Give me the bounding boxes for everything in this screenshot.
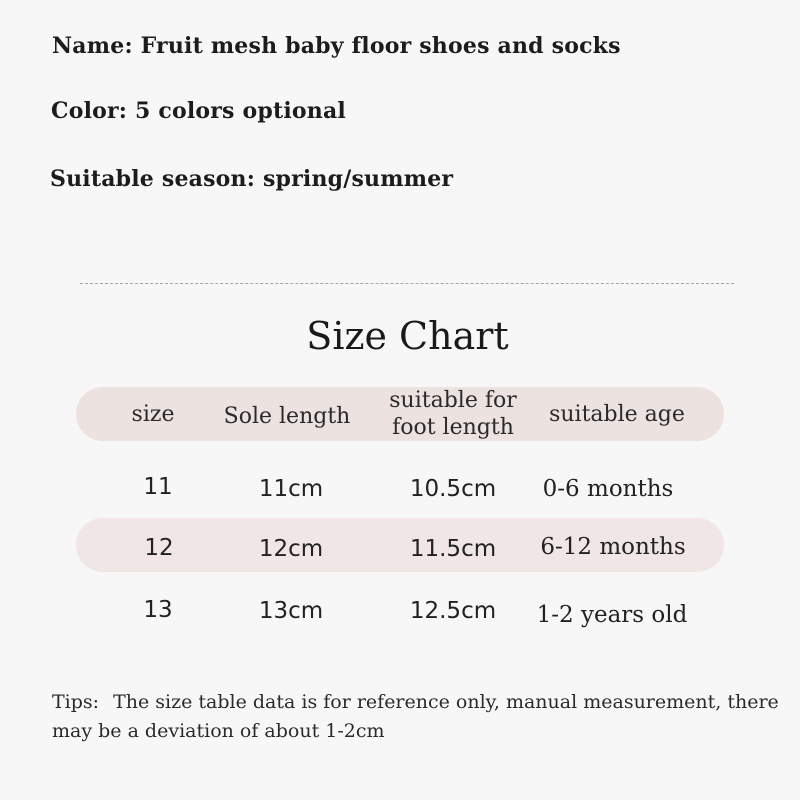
product-name-line bbox=[52, 33, 800, 59]
header-sole-length: Sole length bbox=[223, 404, 351, 429]
header-foot-length: suitable for foot length bbox=[389, 388, 517, 440]
row-2-sole-length: 12cm bbox=[258, 536, 324, 562]
row-3-size: 13 bbox=[143, 597, 173, 623]
product-color-line bbox=[51, 98, 800, 124]
row-1-sole-length: 11cm bbox=[258, 476, 324, 502]
product-season-label: Suitable season: bbox=[50, 166, 256, 192]
row-2-foot-length: 11.5cm bbox=[409, 536, 497, 562]
header-suitable-age: suitable age bbox=[549, 402, 685, 427]
row-2-age: 6-12 months bbox=[540, 534, 686, 560]
product-name-label: Name: bbox=[52, 33, 133, 59]
product-color-label: Color: bbox=[51, 98, 128, 124]
product-season-line bbox=[50, 166, 800, 192]
header-size: size bbox=[131, 402, 175, 427]
product-color-value: 5 colors optional bbox=[135, 98, 346, 124]
row-1-size: 11 bbox=[143, 474, 173, 500]
tips-note bbox=[52, 688, 792, 746]
product-season-value: spring/summer bbox=[262, 166, 454, 192]
row-3-foot-length: 12.5cm bbox=[409, 598, 497, 624]
section-divider bbox=[80, 283, 734, 284]
row-2-size: 12 bbox=[144, 535, 174, 561]
row-3-age: 1-2 years old bbox=[536, 602, 688, 628]
row-1-age: 0-6 months bbox=[542, 476, 674, 502]
row-1-foot-length: 10.5cm bbox=[409, 476, 497, 502]
tips-label: Tips: bbox=[52, 691, 100, 713]
tips-text: The size table data is for reference only, manual measurement, there may be a deviation of about 1-2cm bbox=[52, 691, 779, 742]
row-3-sole-length: 13cm bbox=[258, 598, 324, 624]
size-chart-title: Size Chart bbox=[306, 314, 509, 358]
product-name-value: Fruit mesh baby floor shoes and socks bbox=[140, 33, 621, 59]
